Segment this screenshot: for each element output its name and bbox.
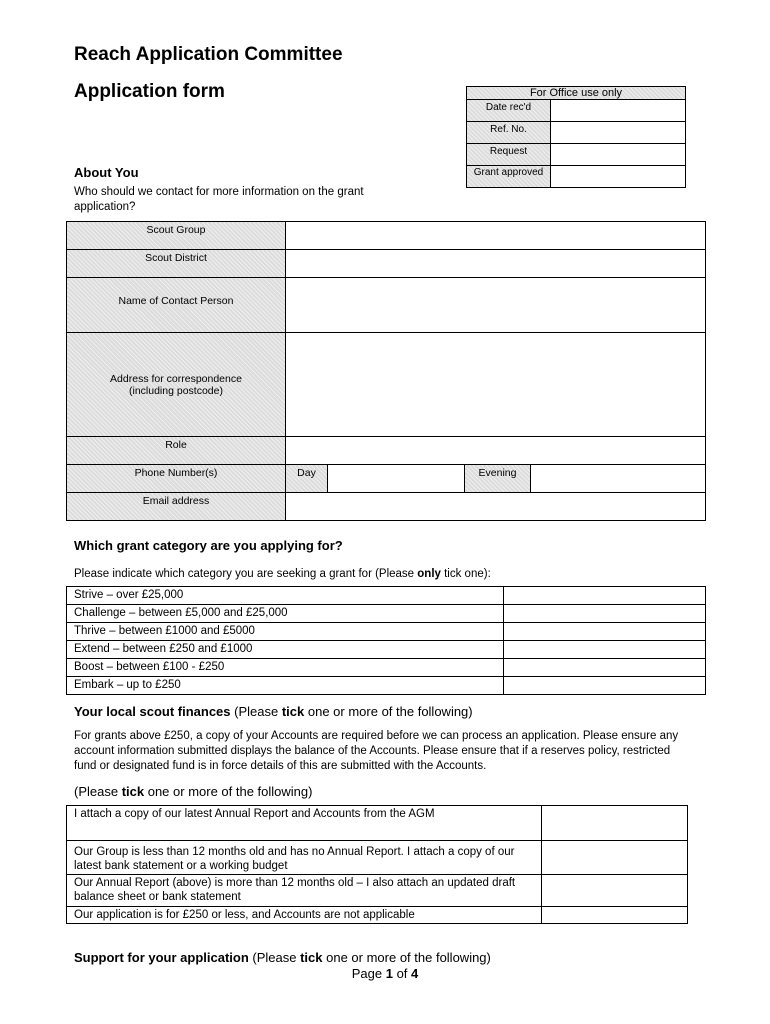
grant-instruction: Please indicate which category you are seeking a grant for (Please only tick one): (74, 568, 491, 580)
finance-option-tick-box[interactable] (542, 841, 688, 875)
scout-group-field[interactable] (286, 222, 706, 250)
category-label: Strive – over £25,000 (67, 587, 504, 605)
role-field[interactable] (286, 437, 706, 465)
email-label: Email address (67, 493, 286, 521)
phone-evening-label: Evening (465, 465, 531, 493)
finance-option-tick-box[interactable] (542, 907, 688, 924)
form-title: Reach Application Committee (74, 44, 343, 65)
office-request-label: Request (467, 144, 551, 166)
scout-group-label: Scout Group (67, 222, 286, 250)
scout-district-label: Scout District (67, 250, 286, 278)
finances-heading: Your local scout finances (Please tick one or more of the following) (74, 704, 473, 719)
category-tick-box[interactable] (504, 605, 706, 623)
phone-day-field[interactable] (328, 465, 465, 493)
support-heading: Support for your application (Please tick one or more of the following) (74, 950, 491, 965)
office-use-table (466, 86, 686, 188)
category-label: Thrive – between £1000 and £5000 (67, 623, 504, 641)
finance-options-table (66, 805, 688, 924)
finance-option-label: Our application is for £250 or less, and Accounts are not applicable (67, 907, 542, 924)
finance-option-label: Our Annual Report (above) is more than 12 months old – I also attach an updated draft balance sheet or bank statement (67, 875, 542, 907)
page-number: Page 1 of 4 (351, 966, 419, 981)
category-tick-box[interactable] (504, 641, 706, 659)
phone-label: Phone Number(s) (67, 465, 286, 493)
office-date-field[interactable] (551, 100, 686, 122)
role-label: Role (67, 437, 286, 465)
finances-paragraph: For grants above £250, a copy of your Accounts are required before we can process an application. Please ensure any account information submitted displays the balance of the Accounts. Please ensure that if a reserves policy, restricted fund or designated fund is in force details of this are submitted with the Accounts. (74, 730, 679, 772)
category-tick-box[interactable] (504, 623, 706, 641)
grant-category-table (66, 586, 706, 695)
office-ref-field[interactable] (551, 122, 686, 144)
phone-evening-field[interactable] (531, 465, 706, 493)
form-subtitle: Application form (74, 81, 225, 102)
office-ref-label: Ref. No. (467, 122, 551, 144)
category-label: Boost – between £100 - £250 (67, 659, 504, 677)
phone-day-label: Day (286, 465, 328, 493)
category-label: Challenge – between £5,000 and £25,000 (67, 605, 504, 623)
category-tick-box[interactable] (504, 677, 706, 695)
office-date-label: Date rec'd (467, 100, 551, 122)
office-grant-label: Grant approved (467, 166, 551, 188)
contact-table (66, 221, 706, 521)
finance-option-tick-box[interactable] (542, 875, 688, 907)
contact-person-label: Name of Contact Person (67, 278, 286, 333)
address-label: Address for correspondence (including postcode) (67, 333, 286, 437)
office-request-field[interactable] (551, 144, 686, 166)
finance-option-tick-box[interactable] (542, 806, 688, 841)
email-field[interactable] (286, 493, 706, 521)
about-question: Who should we contact for more information on the grant application? (74, 186, 364, 213)
scout-district-field[interactable] (286, 250, 706, 278)
address-field[interactable] (286, 333, 706, 437)
finance-option-label: I attach a copy of our latest Annual Report and Accounts from the AGM (67, 806, 542, 841)
category-tick-box[interactable] (504, 587, 706, 605)
office-grant-field[interactable] (551, 166, 686, 188)
category-label: Embark – up to £250 (67, 677, 504, 695)
category-label: Extend – between £250 and £1000 (67, 641, 504, 659)
grant-heading: Which grant category are you applying for? (74, 538, 343, 553)
about-heading: About You (74, 165, 139, 180)
finance-option-label: Our Group is less than 12 months old and has no Annual Report. I attach a copy of our latest bank statement or a working budget (67, 841, 542, 875)
contact-person-field[interactable] (286, 278, 706, 333)
finances-tick-instruction: (Please tick one or more of the following) (74, 784, 313, 799)
category-tick-box[interactable] (504, 659, 706, 677)
office-use-heading: For Office use only (467, 87, 686, 100)
